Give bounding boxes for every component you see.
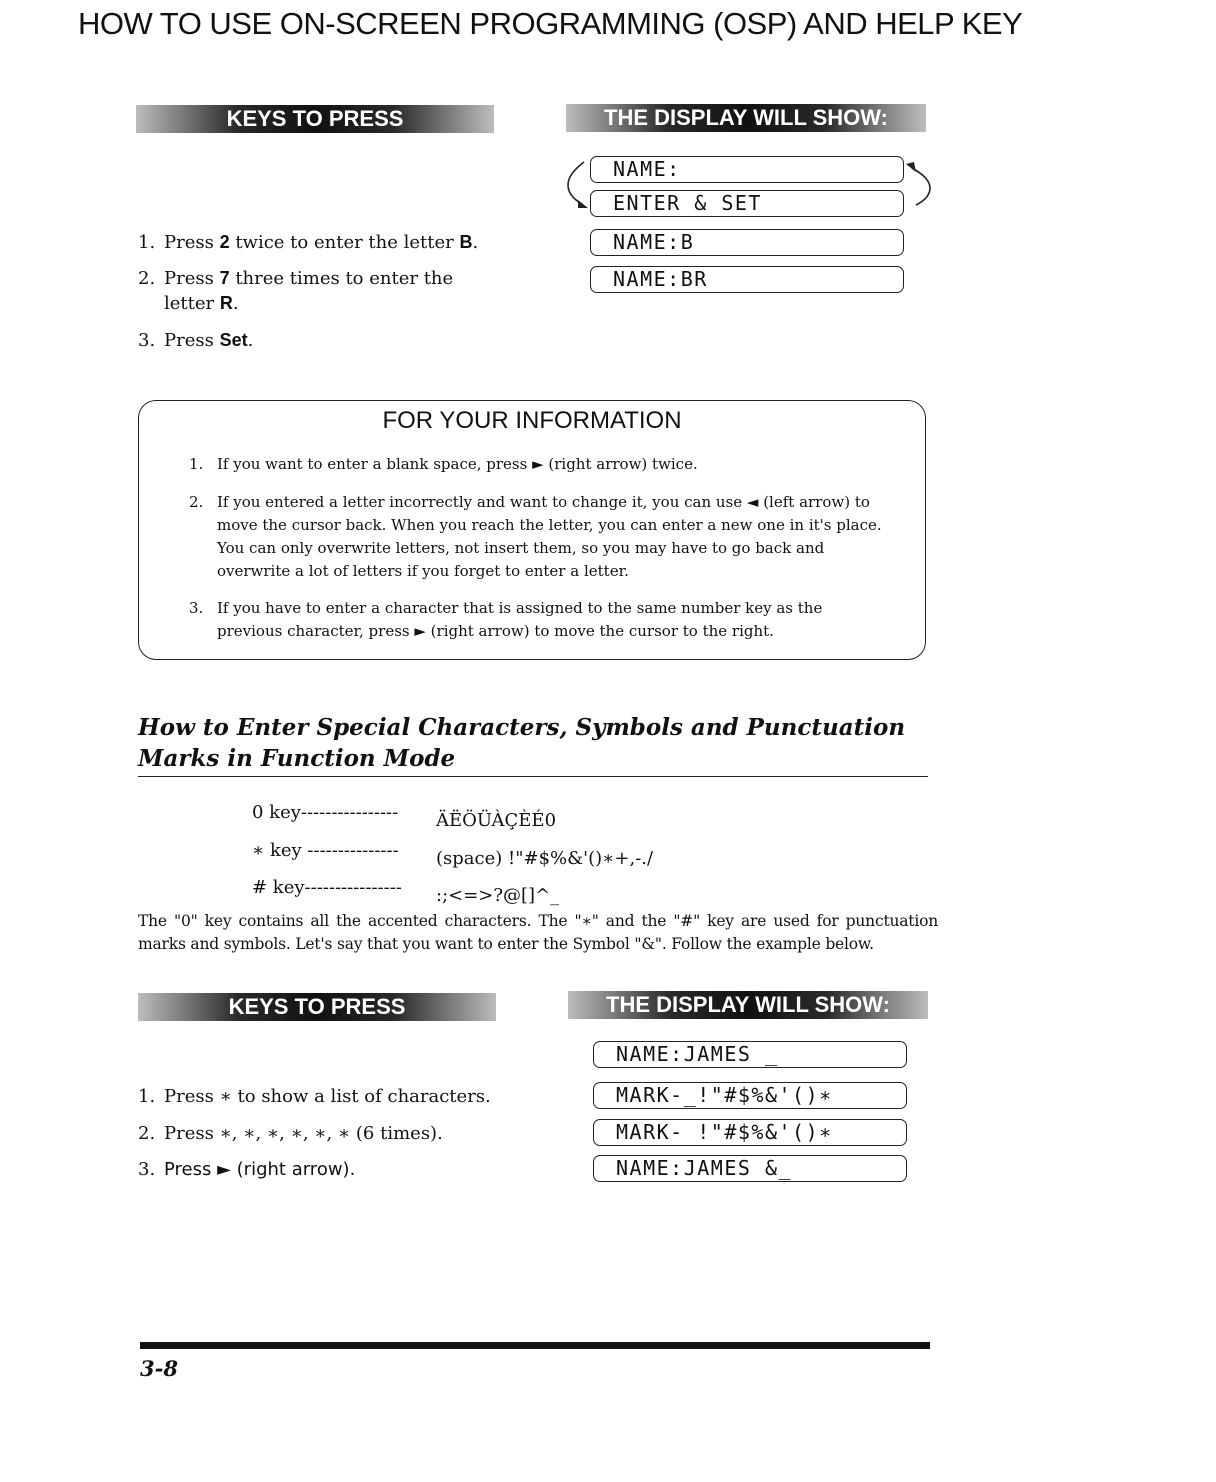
section-heading: How to Enter Special Characters, Symbols and Punctuation Marks in Function Mode <box>138 712 928 777</box>
for-your-information-box <box>138 400 926 660</box>
footer-rule <box>140 1342 930 1349</box>
fyi-item-3: 3. If you have to enter a character that is assigned to the same number key as the previous character, press ► (right arrow) to move the cursor to the right. <box>189 599 823 640</box>
lcd-display-name-b: NAME:B <box>590 229 904 256</box>
key-characters: (space) !"#$%&'()∗+,-./ <box>436 848 654 869</box>
lcd-display-name-br: NAME:BR <box>590 266 904 293</box>
key-row-hash <box>252 875 559 909</box>
leader-dashes: ---------------- <box>304 877 402 898</box>
display-will-show-header: THE DISPLAY WILL SHOW: <box>566 104 926 132</box>
keys-to-press-header-2: KEYS TO PRESS <box>138 993 496 1021</box>
page-number: 3-8 <box>140 1356 178 1381</box>
lcd-display-mark-2: MARK- !"#$%&'()∗ <box>593 1119 907 1146</box>
step-3: 3. Press ► (right arrow). <box>138 1159 356 1180</box>
key-row-star <box>252 838 653 872</box>
display-will-show-header-2: THE DISPLAY WILL SHOW: <box>568 991 928 1019</box>
key-row-0 <box>252 800 556 834</box>
step-1: 1. Press ∗ to show a list of characters. <box>138 1086 491 1107</box>
example1-steps <box>138 230 518 360</box>
step-1: 1. Press 2 twice to enter the letter B. <box>138 232 479 253</box>
keys-to-press-header: KEYS TO PRESS <box>136 105 494 133</box>
fyi-item-2: 2. If you entered a letter incorrectly and want to change it, you can use ◄ (left arrow) to move the cursor back. When you reach the letter, you can enter a new one in it's place. You can only overwrite letters, not insert them, so you may have to go back and overwrite a lot of letters if you forget to enter a letter. <box>189 493 882 580</box>
lcd-display-name-james: NAME:JAMES _ <box>593 1041 907 1068</box>
key-label: ∗ key <box>252 840 302 861</box>
fyi-item-1: 1. If you want to enter a blank space, press ► (right arrow) twice. <box>189 455 698 473</box>
key-label: # key <box>252 877 305 898</box>
page-title: HOW TO USE ON-SCREEN PROGRAMMING (OSP) AND HELP KEY <box>78 6 1023 41</box>
leader-dashes: ---------------- <box>300 802 399 823</box>
fyi-title: FOR YOUR INFORMATION <box>382 407 682 434</box>
intro-paragraph: The "0" key contains all the accented characters. The "∗" and the "#" key are used for punctuation marks and symbols. Let's say that you want to enter the Symbol "&". Follow the example below. <box>138 912 938 953</box>
lcd-display-name: NAME: <box>590 156 904 183</box>
step-2: 2. Press ∗, ∗, ∗, ∗, ∗, ∗ (6 times). <box>138 1123 443 1144</box>
lcd-display-enter-set: ENTER & SET <box>590 190 904 217</box>
step-2: 2. Press 7 three times to enter the letter R. <box>138 268 454 314</box>
leader-dashes: --------------- <box>307 840 399 861</box>
example2-steps <box>138 1084 538 1184</box>
step-3: 3. Press Set. <box>138 330 254 351</box>
key-characters: ÄËÖÜÀÇÈÉ0 <box>436 810 557 831</box>
key-characters: :;<=>?@[]^_ <box>436 885 560 906</box>
key-label: 0 key <box>252 802 301 823</box>
lcd-display-mark-1: MARK-_!"#$%&'()∗ <box>593 1082 907 1109</box>
lcd-display-name-james-amp: NAME:JAMES &_ <box>593 1155 907 1182</box>
